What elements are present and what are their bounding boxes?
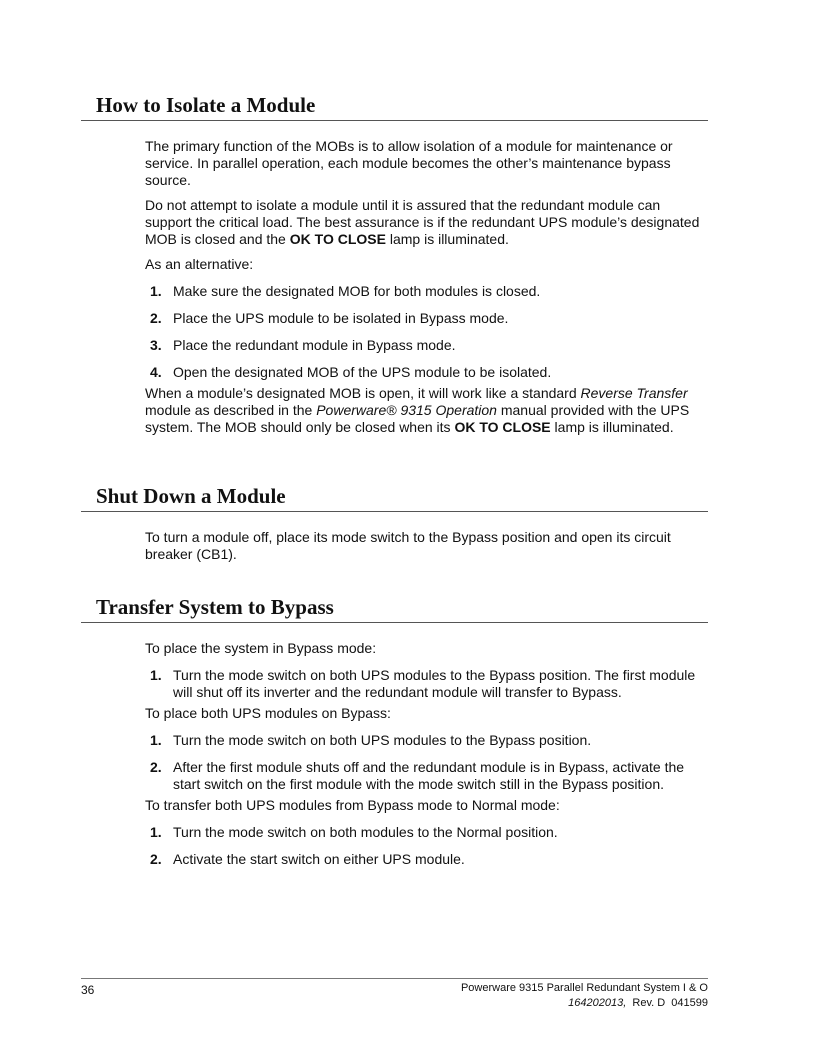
- step-text: Activate the start switch on either UPS module.: [173, 851, 465, 867]
- section-divider: [81, 622, 708, 623]
- footer-doc-revision-line: [461, 996, 708, 1011]
- text-run: When a module’s designated MOB is open, it will work like a standard: [145, 385, 581, 401]
- step-number: 1.: [150, 824, 162, 840]
- step-number: 2.: [150, 759, 162, 775]
- paragraph: To transfer both UPS modules from Bypass mode to Normal mode:: [145, 797, 560, 813]
- footer-doc-number: 164202013,: [568, 997, 627, 1009]
- list-item: [145, 759, 705, 793]
- section-title-isolate: How to Isolate a Module: [96, 93, 316, 117]
- step-number: 1.: [150, 283, 162, 299]
- step-number: 1.: [150, 667, 162, 683]
- section-title-shutdown: Shut Down a Module: [96, 484, 286, 508]
- section-divider: [81, 120, 708, 121]
- section-divider: [81, 511, 708, 512]
- footer-divider: [81, 978, 708, 979]
- step-number: 2.: [150, 851, 162, 867]
- step-number: 2.: [150, 310, 162, 326]
- isolate-body: [145, 138, 705, 436]
- footer-doc-info: [461, 981, 708, 1011]
- page-number: 36: [81, 983, 95, 997]
- paragraph: [145, 197, 705, 248]
- text-run: lamp is illuminated.: [385, 231, 509, 247]
- step-text: Turn the mode switch on both UPS modules to the Bypass position. The first module will shut off its inverter and the redundant module will transfer to Bypass.: [173, 667, 696, 700]
- step-number: 1.: [150, 732, 162, 748]
- list-item: [145, 337, 705, 354]
- bold-lamp-label: OK TO CLOSE: [454, 419, 551, 435]
- list-item: [145, 283, 705, 300]
- italic-text: Reverse Transfer: [580, 385, 688, 401]
- text-run: Do not attempt to isolate a module until it is assured that the redundant module can support the critical load. The best assurance is if the redundant UPS module’s designated MOB is closed and the: [145, 197, 700, 247]
- paragraph: To place both UPS modules on Bypass:: [145, 705, 391, 721]
- step-number: 3.: [150, 337, 162, 353]
- step-text: Turn the mode switch on both UPS modules to the Bypass position.: [173, 732, 592, 748]
- paragraph: As an alternative:: [145, 256, 254, 272]
- text-run: lamp is illuminated.: [550, 419, 674, 435]
- list-item: [145, 364, 705, 381]
- list-item: [145, 667, 705, 701]
- manual-title: Powerware® 9315 Operation: [316, 402, 497, 418]
- list-item: [145, 824, 705, 841]
- paragraph: To turn a module off, place its mode switch to the Bypass position and open its circuit breaker (CB1).: [145, 529, 671, 562]
- text-run: manual provided with the UPS system. The MOB should only be closed when its: [145, 402, 690, 435]
- paragraph: The primary function of the MOBs is to allow isolation of a module for maintenance or service. In parallel operation, each module becomes the other’s maintenance bypass source.: [145, 138, 673, 188]
- footer-doc-title: Powerware 9315 Parallel Redundant System I & O: [460, 982, 708, 994]
- step-text: Place the UPS module to be isolated in Bypass mode.: [173, 310, 509, 326]
- paragraph: To place the system in Bypass mode:: [145, 640, 377, 656]
- step-text: Place the redundant module in Bypass mode.: [173, 337, 456, 353]
- step-number: 4.: [150, 364, 162, 380]
- list-item: [145, 851, 705, 868]
- step-text: Turn the mode switch on both modules to the Normal position.: [173, 824, 558, 840]
- section-title-bypass: Transfer System to Bypass: [96, 595, 334, 619]
- step-text: Make sure the designated MOB for both modules is closed.: [173, 283, 541, 299]
- list-item: [145, 310, 705, 327]
- shutdown-body: [145, 529, 705, 563]
- step-text: After the first module shuts off and the redundant module is in Bypass, activate the start switch on the first module with the mode switch still in the Bypass position.: [173, 759, 685, 792]
- bypass-body: [145, 640, 705, 868]
- step-text: Open the designated MOB of the UPS module to be isolated.: [173, 364, 552, 380]
- bold-lamp-label: OK TO CLOSE: [289, 231, 386, 247]
- list-item: [145, 732, 705, 749]
- footer-revision: Rev. D 041599: [626, 997, 708, 1009]
- text-run: module as described in the: [145, 402, 317, 418]
- paragraph: [145, 385, 705, 436]
